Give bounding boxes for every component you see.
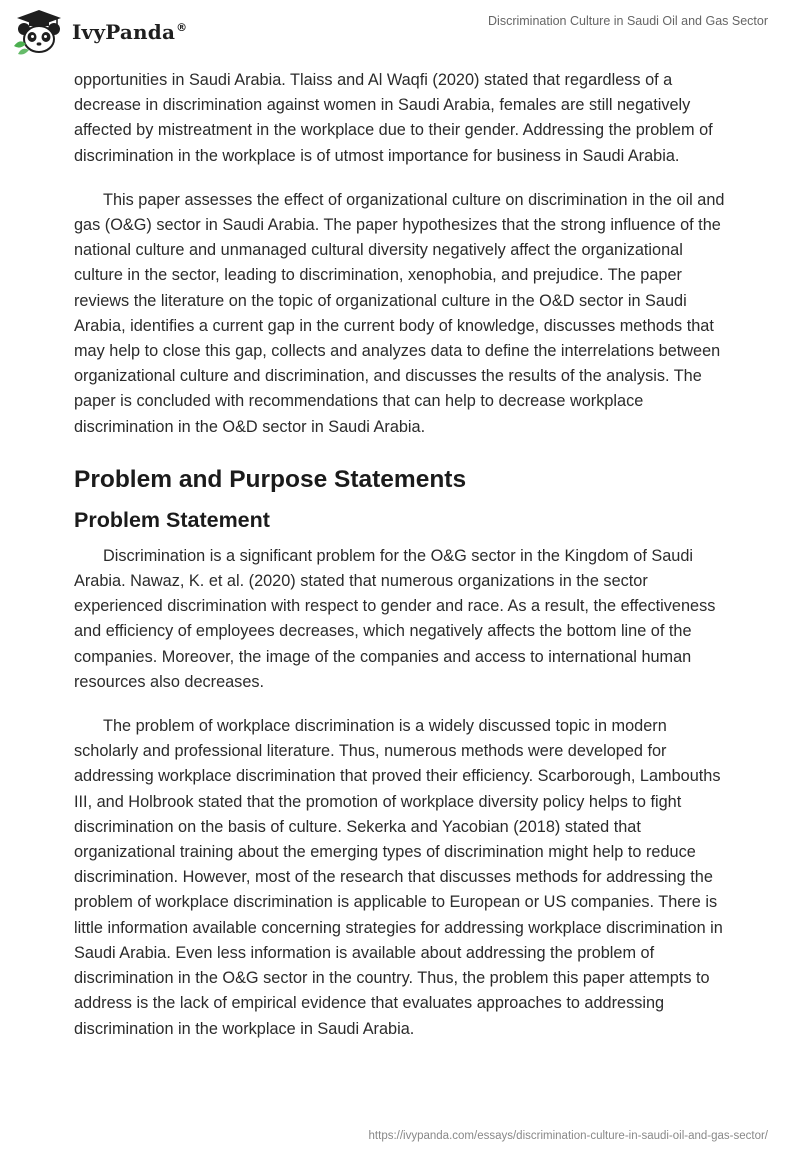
paragraph-problem-2: The problem of workplace discrimination is a widely discussed topic in modern scholarly and professional literature. Thus, numerous methods were developed for addressing workplace discrimination that proved their efficiency. Scarborough, Lambouths III, and Holbrook stated that the promotion of workplace diversity policy helps to fight discrimination on the basis of culture. Sekerka and Yacobian (2018) stated that organizational training about the emerging types of discrimination might help to reduce discrimination. However, most of the research that discusses methods for addressing the problem of workplace discrimination is applicable to European or US companies. There is little information available concerning strategies for addressing workplace discrimination in Saudi Arabia. Even less information is available about addressing the problem of discrimination in the O&G sector in the country. Thus, the problem this paper attempts to address is the lack of empirical evidence that evaluates approaches to addressing discrimination in the workplace in Saudi Arabia. bbox=[74, 717, 723, 1038]
brand-name: IvyPanda® bbox=[72, 20, 188, 44]
section-heading: Problem and Purpose Statements bbox=[74, 465, 467, 493]
document-title: Discrimination Culture in Saudi Oil and Gas Sector bbox=[488, 14, 768, 28]
paragraph-overview: This paper assesses the effect of organizational culture on discrimination in the oil and gas (O&G) sector in Saudi Arabia. The paper hypothesizes that the strong influence of the national culture and unmanaged cultural diversity negatively affect the organizational culture in the sector, leading to discrimination, xenophobia, and prejudice. The paper reviews the literature on the topic of organizational culture in the O&D sector in Saudi Arabia, identifies a current gap in the current body of knowledge, discusses methods that may help to close this gap, collects and analyzes data to define the interrelations between organizational culture and discrimination, and discusses the results of the analysis. The paper is concluded with recommendations that can help to decrease workplace discrimination in the O&D sector in Saudi Arabia. bbox=[74, 190, 725, 436]
page-header bbox=[0, 0, 800, 64]
essay-content bbox=[74, 68, 726, 1061]
source-url[interactable]: https://ivypanda.com/essays/discrimination-culture-in-saudi-oil-and-gas-sector/ bbox=[368, 1130, 768, 1142]
subsection-heading: Problem Statement bbox=[74, 507, 270, 532]
paragraph-continuation: opportunities in Saudi Arabia. Tlaiss and Al Waqfi (2020) stated that regardless of a decrease in discrimination against women in Saudi Arabia, females are still negatively affected by mistreatment in the workplace due to their gender. Addressing the problem of discrimination in the workplace is of utmost importance for business in Saudi Arabia. bbox=[74, 71, 713, 165]
panda-graduate-icon bbox=[12, 8, 66, 56]
paragraph-problem-1: Discrimination is a significant problem for the O&G sector in the Kingdom of Saudi Arabia. Nawaz, K. et al. (2020) stated that numerous organizations in the sector experienced discrimination with respect to gender and race. As a result, the effectiveness and efficiency of employees decreases, which negatively affects the bottom line of the companies. Moreover, the image of the companies and access to international human resources also decreases. bbox=[74, 546, 716, 691]
ivypanda-logo[interactable] bbox=[12, 8, 187, 56]
